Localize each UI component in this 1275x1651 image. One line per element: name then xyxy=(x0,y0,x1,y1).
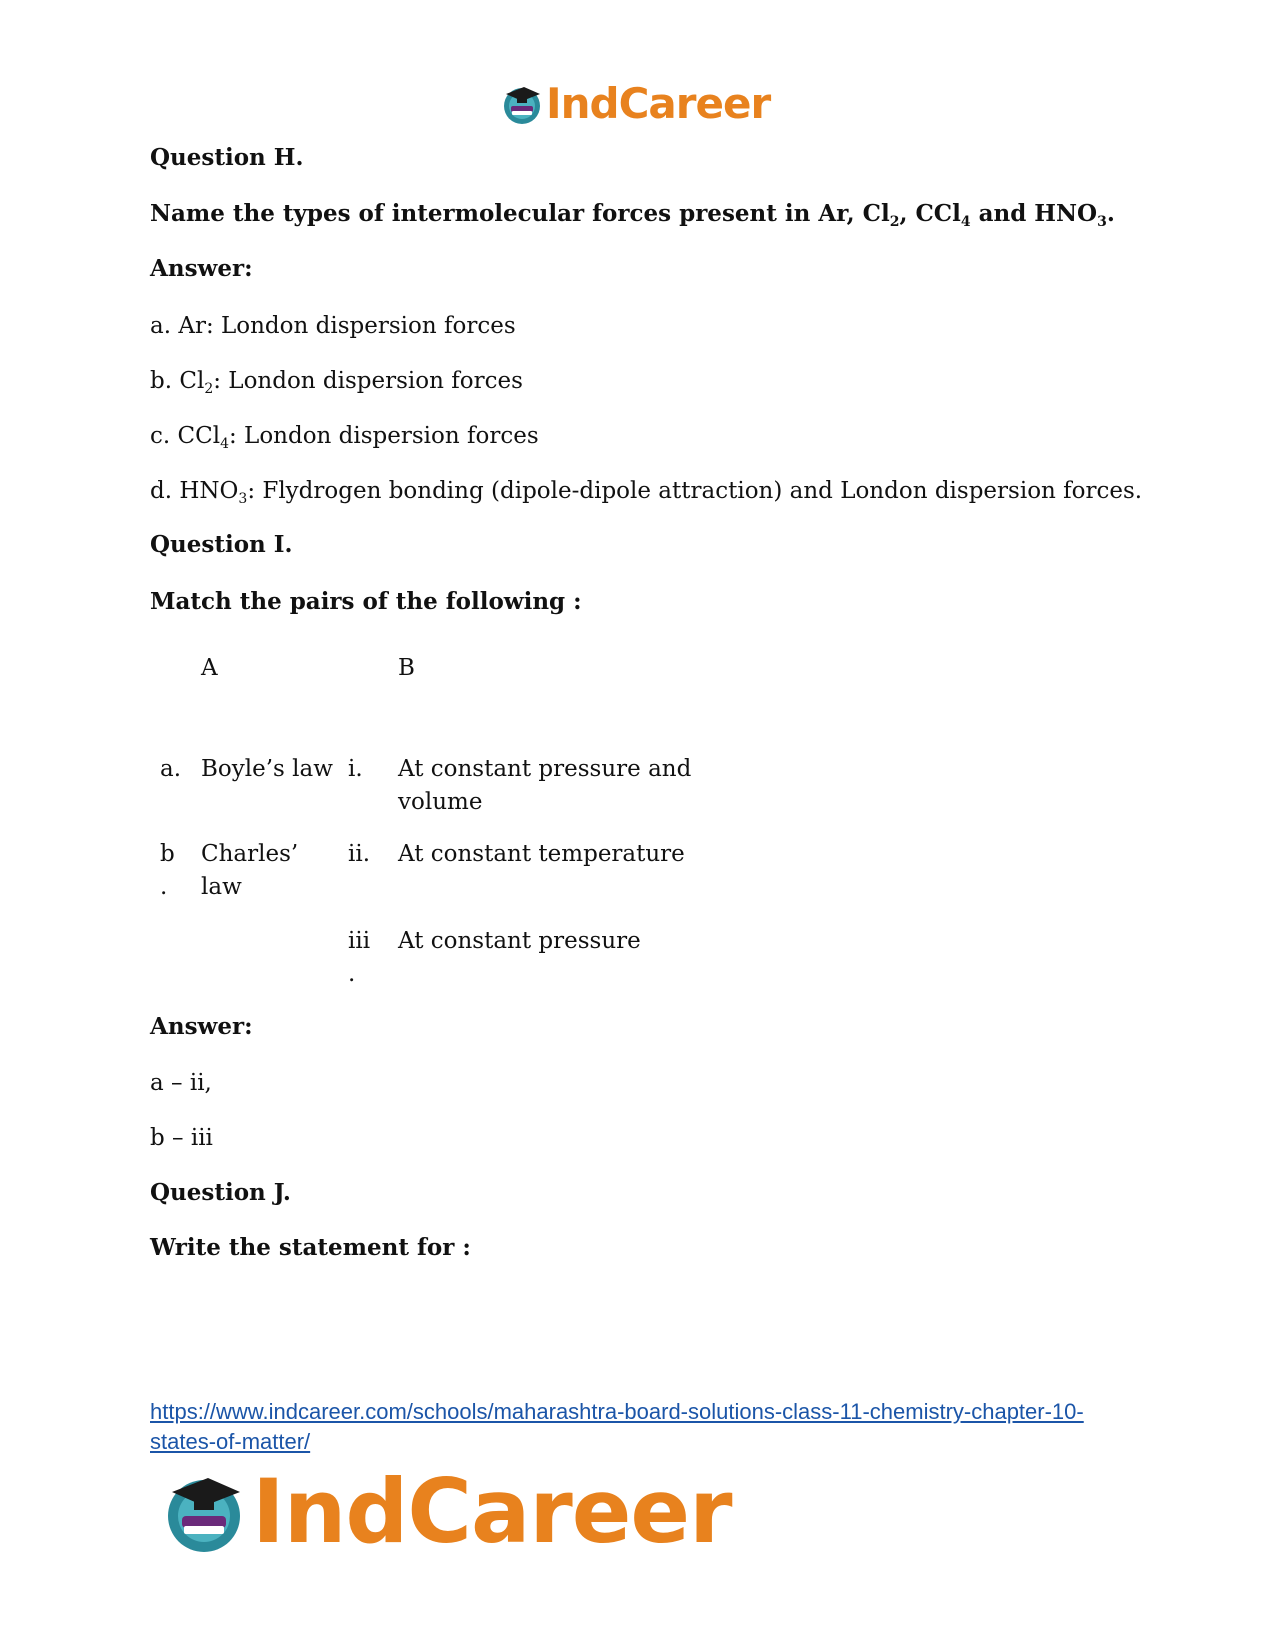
question-i-answer-label: Answer: xyxy=(150,1013,253,1040)
source-url-link[interactable]: https://www.indcareer.com/schools/maharashtra-board-solutions-class-11-chemistry-chapter-10- states-of-matter/ xyxy=(150,1399,1084,1454)
question-j-prompt: Write the statement for : xyxy=(150,1234,471,1261)
question-h-answer-label: Answer: xyxy=(150,255,253,282)
graduation-cap-globe-logo-icon xyxy=(500,82,544,126)
table-row-number: i. xyxy=(348,756,363,782)
answer-d: d. $HNO_3$: Flydrogen bonding (dipole-dipole attraction) and London dispersion forces. xyxy=(150,478,1143,507)
footer-logo xyxy=(160,1462,732,1562)
graduation-cap-globe-logo-icon xyxy=(160,1468,248,1556)
question-i-heading: Question I. xyxy=(150,531,293,558)
brand-name: IndCareer xyxy=(546,79,771,128)
header-logo xyxy=(500,78,770,130)
question-j-heading: Question J. xyxy=(150,1179,291,1206)
match-answer: b – iii xyxy=(150,1125,213,1151)
table-cell-b: At constant temperature xyxy=(398,841,685,867)
brand-name: IndCareer xyxy=(252,1460,732,1563)
question-h-heading: Question H. xyxy=(150,144,304,171)
match-answer: a – ii, xyxy=(150,1070,212,1096)
column-a-header: A xyxy=(201,655,218,681)
table-cell-a: Boyle’s law xyxy=(201,756,333,782)
table-row-number: iii . xyxy=(348,928,371,987)
answer-a: a. Ar: London dispersion forces xyxy=(150,313,516,339)
answer-b: b. $Cl_2$: London dispersion forces xyxy=(150,368,523,397)
question-i-prompt: Match the pairs of the following : xyxy=(150,588,582,615)
table-row-letter: b . xyxy=(160,841,175,900)
question-h-prompt: Name the types of intermolecular forces present in Ar, $Cl_2$, CCl$_4$ and $HNO_3$. xyxy=(150,200,1115,230)
table-cell-b: At constant pressure xyxy=(398,928,641,954)
answer-c: c. CCl$_4$: London dispersion forces xyxy=(150,423,539,452)
table-row-number: ii. xyxy=(348,841,371,867)
table-cell-b: At constant pressure and volume xyxy=(398,756,692,815)
table-cell-a: Charles’ law xyxy=(201,841,299,900)
table-row-letter: a. xyxy=(160,756,182,782)
column-b-header: B xyxy=(398,655,415,681)
